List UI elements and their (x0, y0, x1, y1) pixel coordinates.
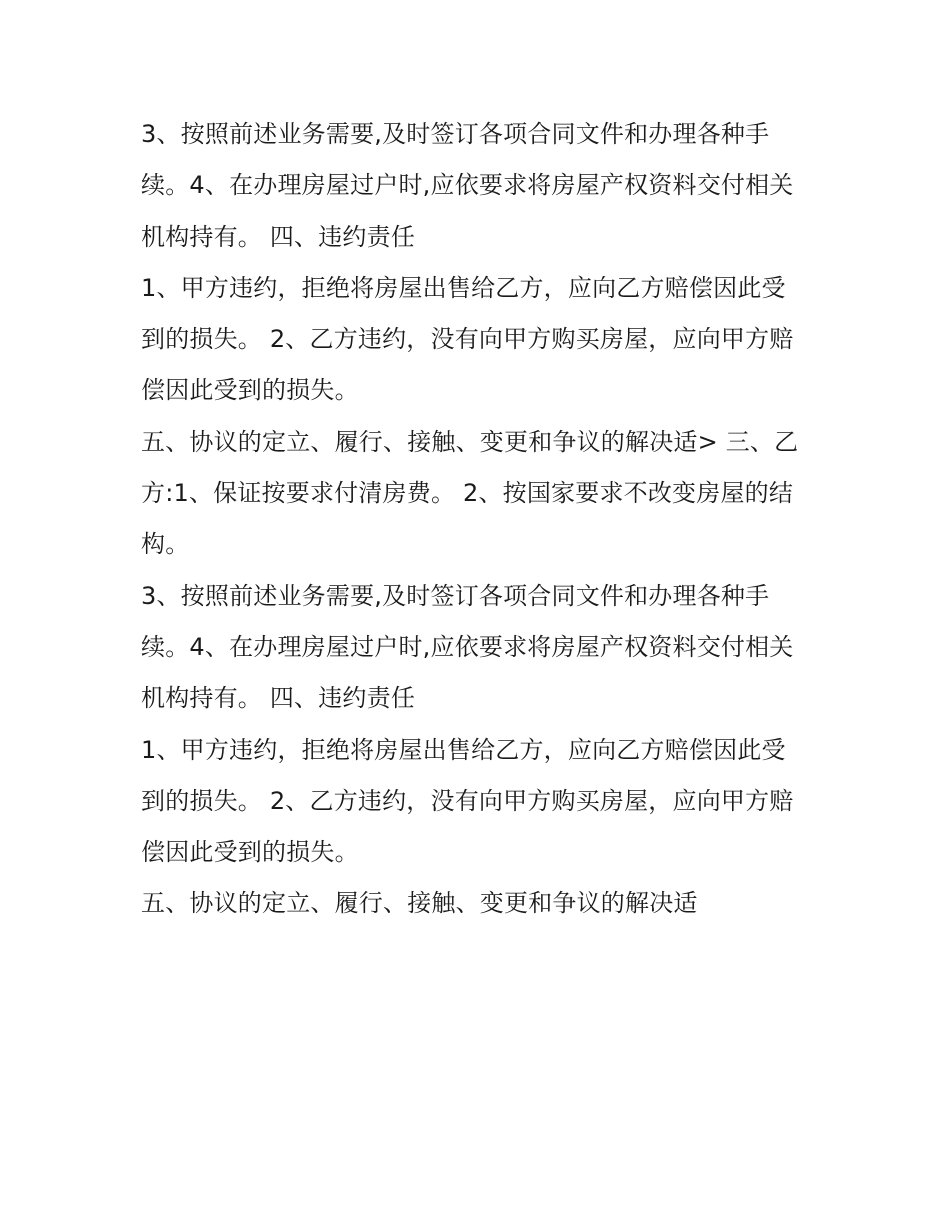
text-line: 机构持有。 四、违约责任 (141, 222, 416, 251)
text-line: 1、甲方违约，拒绝将房屋出售给乙方，应向乙方赔偿因此受 (141, 735, 786, 764)
text-line: 3、按照前述业务需要,及时签订各项合同文件和办理各种手 (141, 581, 770, 610)
text-line: 续。4、在办理房屋过户时,应依要求将房屋产权资料交付相关 (141, 171, 794, 200)
document-body (141, 109, 813, 930)
text-line: 续。4、在办理房屋过户时,应依要求将房屋产权资料交付相关 (141, 632, 794, 661)
text-line: 3、按照前述业务需要,及时签订各项合同文件和办理各种手 (141, 120, 770, 148)
text-line: 到的损失。 2、乙方违约，没有向甲方购买房屋，应向甲方赔 (141, 786, 794, 815)
text-line: 1、甲方违约，拒绝将房屋出售给乙方，应向乙方赔偿因此受 (141, 273, 786, 302)
text-line: 偿因此受到的损失。 (141, 376, 359, 405)
text-line: 方:1、保证按要求付清房费。 2、按国家要求不改变房屋的结 (141, 479, 794, 508)
text-line: 机构持有。 四、违约责任 (141, 684, 416, 713)
text-line: 五、协议的定立、履行、接触、变更和争议的解决适 (141, 889, 698, 918)
text-line: 构。 (141, 530, 190, 559)
text-line: 到的损失。 2、乙方违约，没有向甲方购买房屋，应向甲方赔 (141, 325, 794, 354)
text-line: 五、协议的定立、履行、接触、变更和争议的解决适> 三、乙 (141, 427, 799, 456)
text-line: 偿因此受到的损失。 (141, 838, 359, 867)
